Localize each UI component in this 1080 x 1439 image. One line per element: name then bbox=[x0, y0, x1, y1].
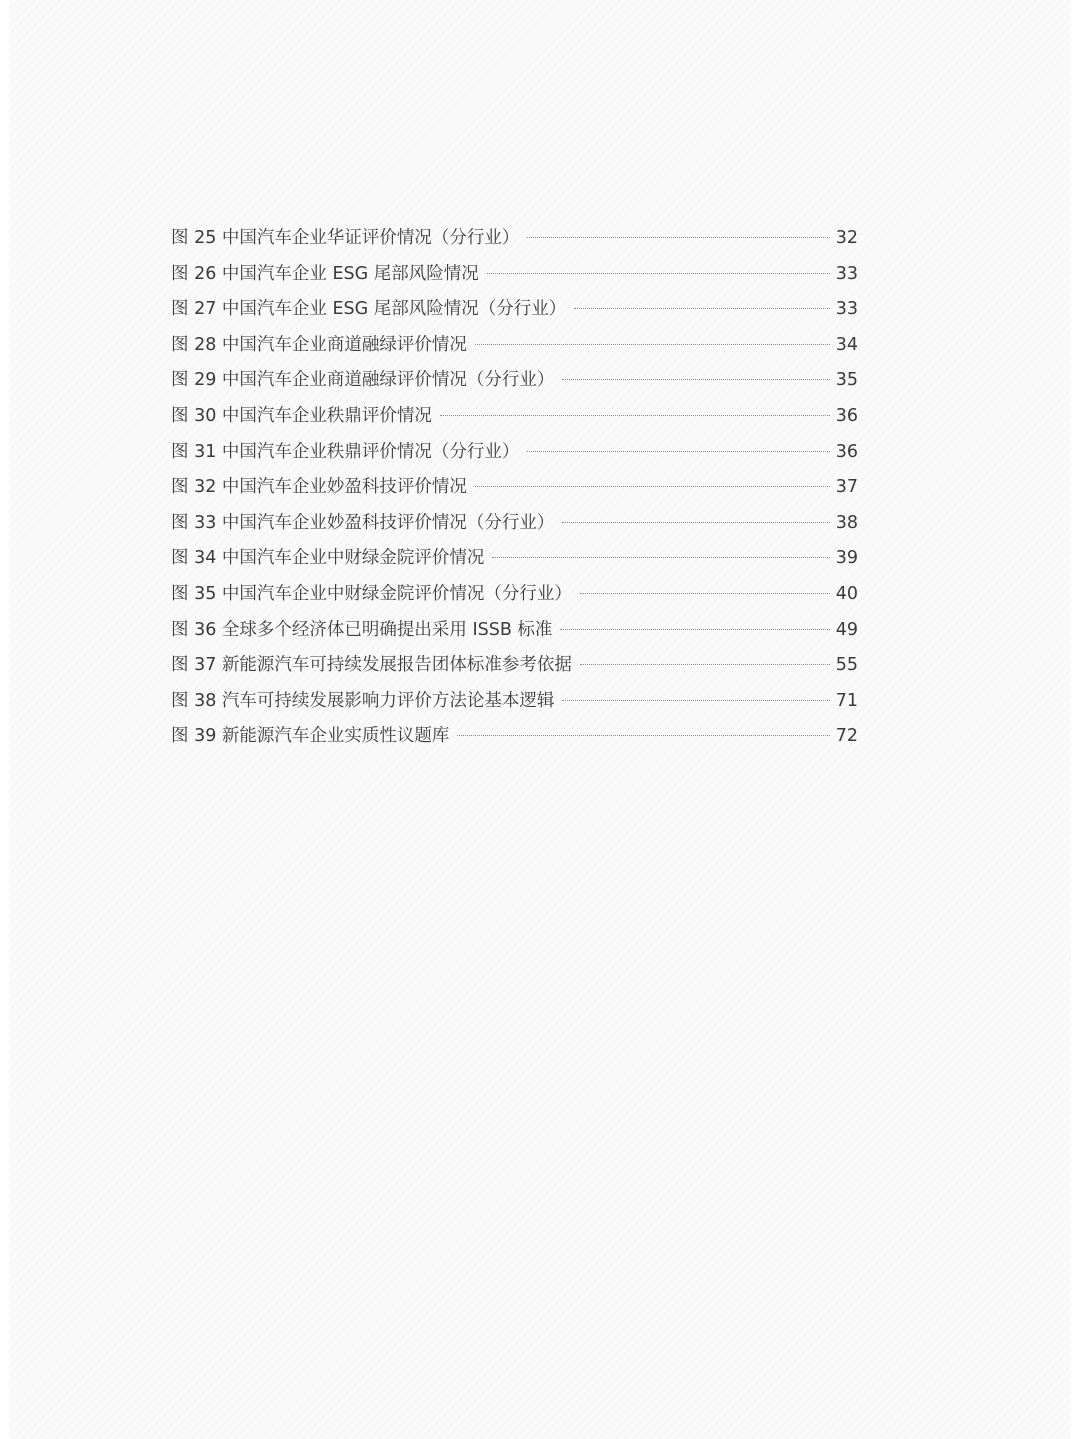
toc-entry[interactable] bbox=[171, 473, 858, 509]
toc-entry-page: 55 bbox=[835, 655, 858, 676]
toc-entry-title: 图 32 中国汽车企业妙盈科技评价情况 bbox=[171, 477, 467, 498]
toc-entry-title: 图 30 中国汽车企业秩鼎评价情况 bbox=[171, 405, 432, 426]
toc-entry-page: 40 bbox=[835, 583, 858, 604]
toc-entry[interactable] bbox=[171, 616, 858, 652]
toc-entry-page: 39 bbox=[835, 548, 858, 569]
toc-entry-title: 图 39 新能源汽车企业实质性议题库 bbox=[171, 726, 450, 747]
figure-list-toc bbox=[171, 224, 858, 758]
toc-entry[interactable] bbox=[171, 544, 858, 580]
toc-entry[interactable] bbox=[171, 580, 858, 616]
toc-entry-title: 图 28 中国汽车企业商道融绿评价情况 bbox=[171, 334, 467, 355]
dot-leader bbox=[475, 344, 830, 345]
toc-entry-title: 图 25 中国汽车企业华证评价情况（分行业） bbox=[171, 228, 520, 248]
toc-entry-title: 图 31 中国汽车企业秩鼎评价情况（分行业） bbox=[171, 441, 520, 462]
toc-entry-title: 图 35 中国汽车企业中财绿金院评价情况（分行业） bbox=[171, 583, 572, 604]
dot-leader bbox=[574, 308, 829, 309]
toc-entry-title: 图 33 中国汽车企业妙盈科技评价情况（分行业） bbox=[171, 512, 555, 533]
toc-entry[interactable] bbox=[171, 402, 858, 438]
toc-entry-title: 图 38 汽车可持续发展影响力评价方法论基本逻辑 bbox=[171, 690, 555, 711]
toc-entry-page: 35 bbox=[835, 370, 858, 391]
dot-leader bbox=[580, 593, 830, 594]
dot-leader bbox=[560, 629, 829, 630]
dot-leader bbox=[562, 522, 829, 523]
toc-entry[interactable] bbox=[171, 509, 858, 545]
dot-leader bbox=[492, 557, 829, 558]
toc-entry-page: 71 bbox=[835, 690, 858, 711]
dot-leader bbox=[457, 735, 829, 736]
dot-leader bbox=[487, 273, 830, 274]
toc-entry-page: 36 bbox=[835, 441, 858, 462]
toc-entry-page: 36 bbox=[835, 405, 858, 426]
toc-entry-page: 72 bbox=[835, 726, 858, 747]
toc-entry-page: 37 bbox=[835, 477, 858, 498]
toc-entry[interactable] bbox=[171, 295, 858, 331]
dot-leader bbox=[440, 415, 830, 416]
toc-entry-page: 33 bbox=[835, 299, 858, 320]
toc-entry-title: 图 36 全球多个经济体已明确提出采用 ISSB 标准 bbox=[171, 619, 553, 640]
dot-leader bbox=[562, 700, 829, 701]
toc-entry-page: 34 bbox=[835, 334, 858, 355]
toc-entry[interactable] bbox=[171, 687, 858, 723]
toc-entry-page: 33 bbox=[835, 263, 858, 284]
dot-leader bbox=[527, 451, 829, 452]
toc-entry[interactable] bbox=[171, 722, 858, 758]
dot-leader bbox=[527, 237, 829, 238]
document-page bbox=[9, 0, 1071, 1439]
toc-entry[interactable] bbox=[171, 260, 858, 296]
toc-entry-page: 38 bbox=[835, 512, 858, 533]
toc-entry-title: 图 37 新能源汽车可持续发展报告团体标准参考依据 bbox=[171, 655, 572, 676]
toc-entry-title: 图 29 中国汽车企业商道融绿评价情况（分行业） bbox=[171, 370, 555, 391]
toc-entry[interactable] bbox=[171, 331, 858, 367]
toc-entry-page: 32 bbox=[835, 228, 858, 248]
dot-leader bbox=[475, 486, 830, 487]
toc-entry[interactable] bbox=[171, 224, 858, 260]
dot-leader bbox=[580, 664, 830, 665]
toc-entry[interactable] bbox=[171, 651, 858, 687]
toc-entry-title: 图 34 中国汽车企业中财绿金院评价情况 bbox=[171, 548, 485, 569]
toc-entry-page: 49 bbox=[835, 619, 858, 640]
toc-entry-title: 图 27 中国汽车企业 ESG 尾部风险情况（分行业） bbox=[171, 299, 567, 320]
toc-entry-title: 图 26 中国汽车企业 ESG 尾部风险情况 bbox=[171, 263, 479, 284]
toc-entry[interactable] bbox=[171, 366, 858, 402]
dot-leader bbox=[562, 379, 829, 380]
toc-entry[interactable] bbox=[171, 438, 858, 474]
